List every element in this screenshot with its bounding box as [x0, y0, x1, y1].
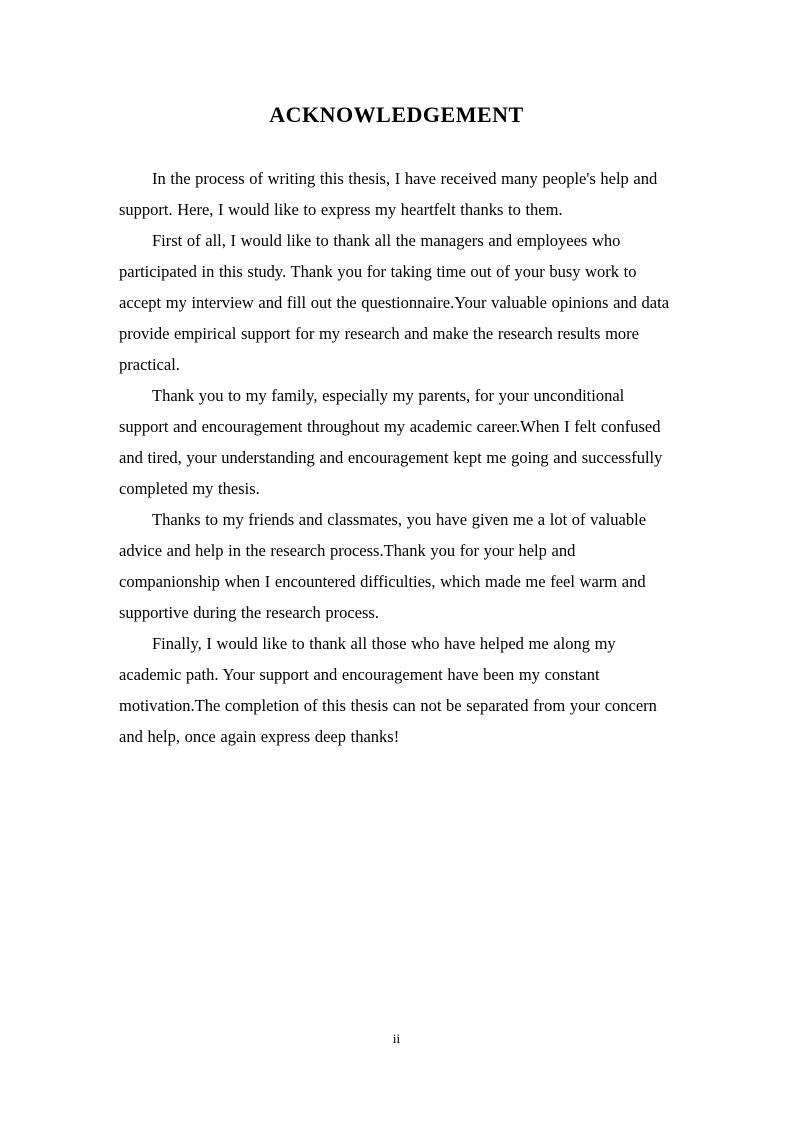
page-number: ii	[392, 1031, 401, 1046]
page-title: ACKNOWLEDGEMENT	[269, 102, 524, 127]
paragraph-intro: In the process of writing this thesis, I have received many people's help and support. Here, I would like to express my heartfelt thanks to them.	[119, 169, 658, 219]
paragraph-closing: Finally, I would like to thank all those who have helped me along my academic path. Your support and encouragement have been my constant motivation.The completion of this thesis can not be separated from your concern and help, once again express deep thanks!	[119, 634, 657, 746]
paragraph-family: Thank you to my family, especially my parents, for your unconditional support and encouragement throughout my academic career.When I felt confused and tired, your understanding and encouragement kept me going and successfully completed my thesis.	[119, 386, 663, 498]
document-body	[119, 163, 675, 752]
paragraph-friends: Thanks to my friends and classmates, you have given me a lot of valuable advice and help in the research process.Thank you for your help and companionship when I encountered difficulties, which made me feel warm and supportive during the research process.	[119, 510, 647, 622]
paragraph-participants: First of all, I would like to thank all the managers and employees who participated in this study. Thank you for taking time out of your busy work to accept my interview and fill out the questionnaire.Your valuable opinions and data provide empirical support for my research and make the research results more practical.	[119, 231, 670, 374]
